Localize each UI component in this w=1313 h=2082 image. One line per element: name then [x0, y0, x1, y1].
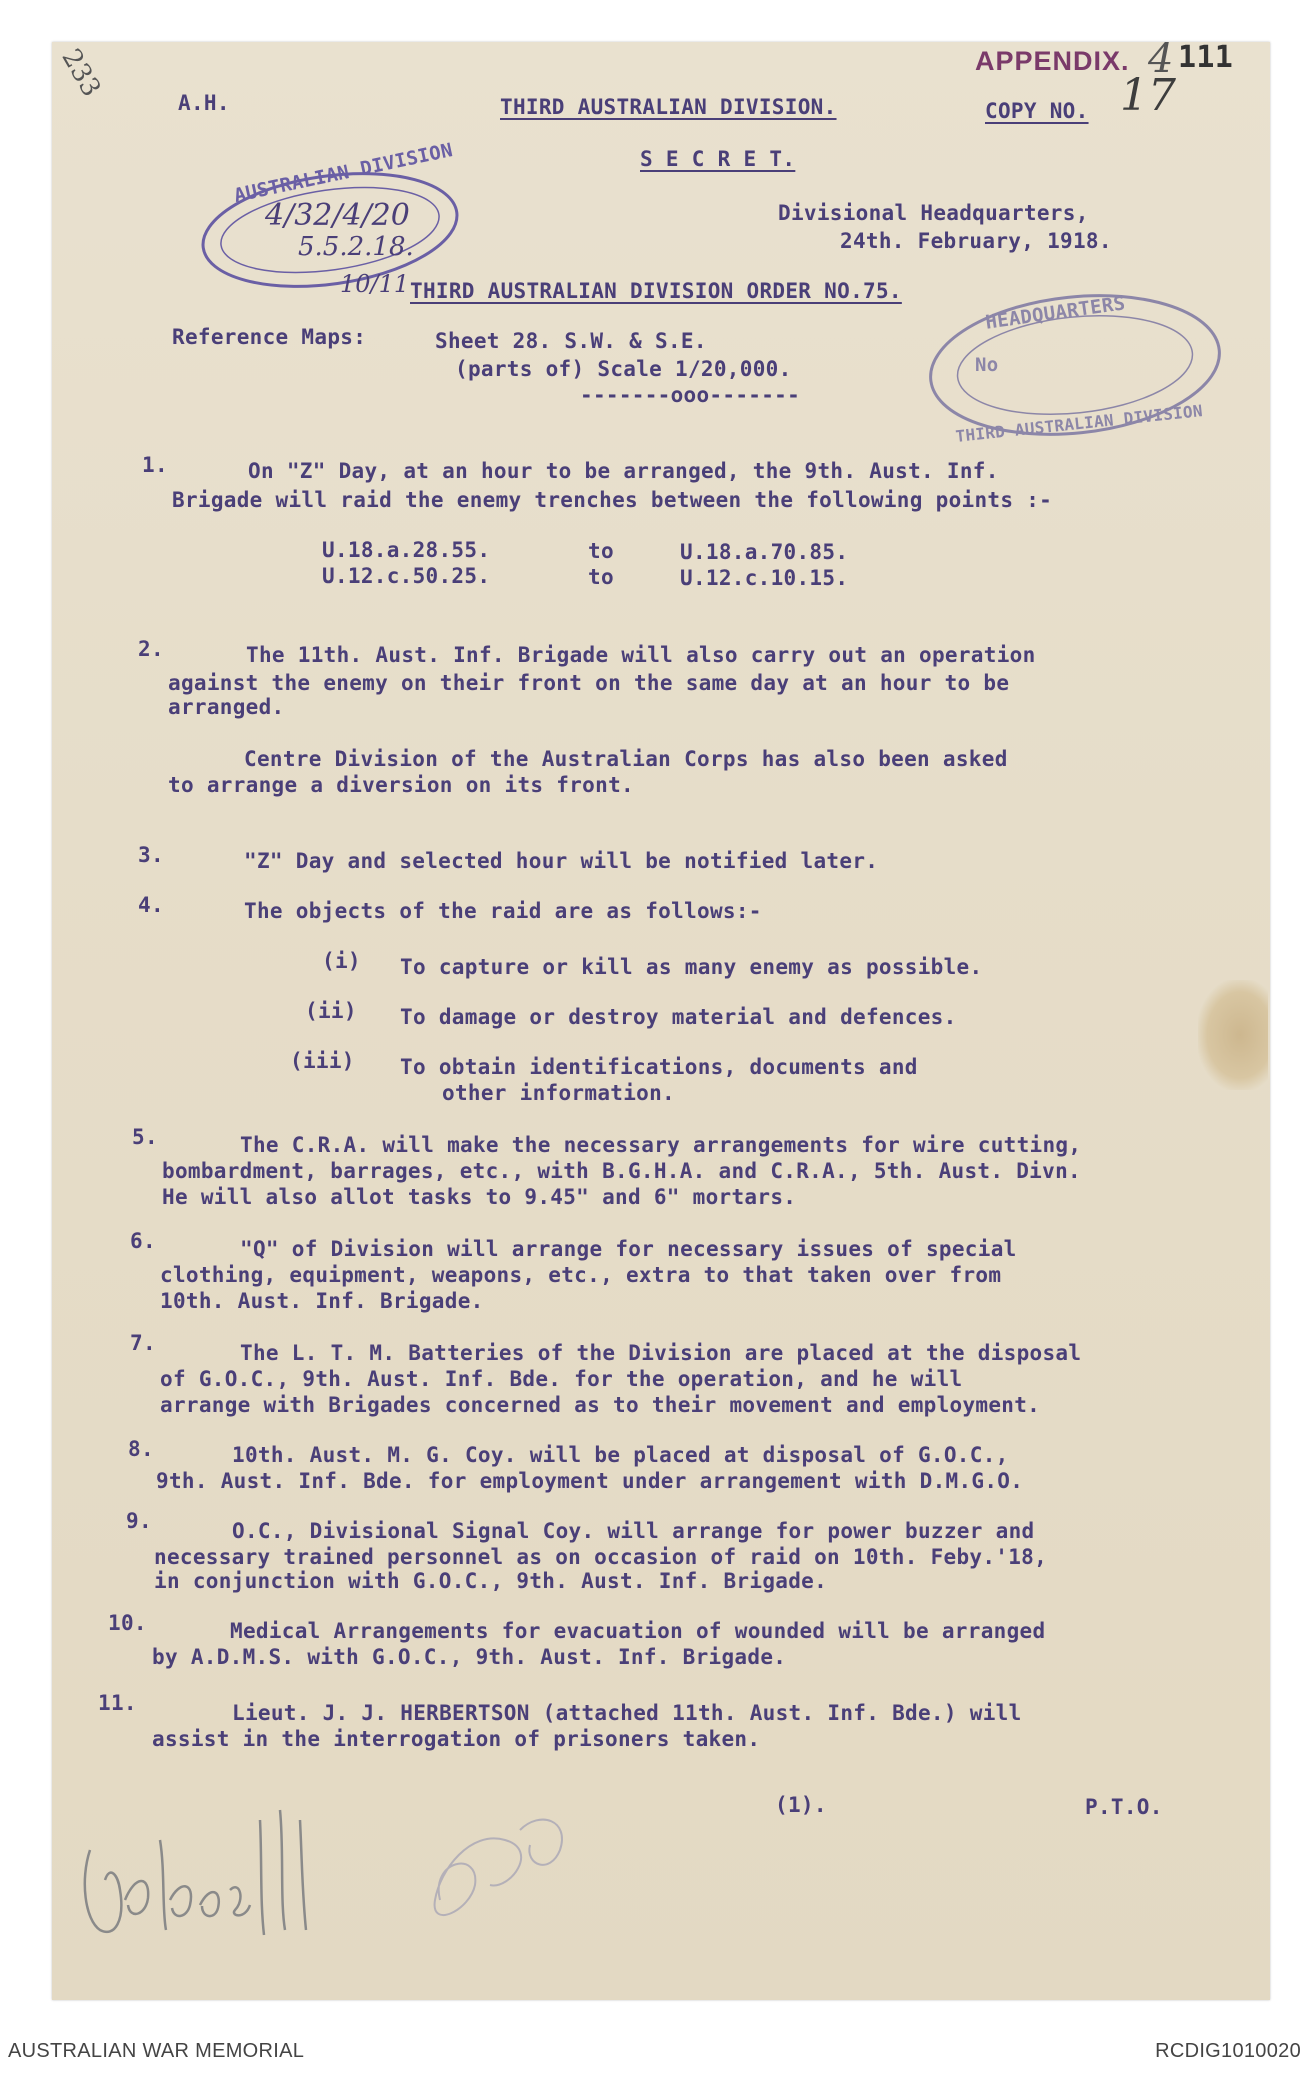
para-6-line1: "Q" of Division will arrange for necessary issues of special — [240, 1237, 1017, 1261]
para-5-line3: He will also allot tasks to 9.45" and 6" mortars. — [162, 1185, 797, 1209]
para-4-item-3-text: To obtain identifications, documents and — [400, 1055, 918, 1079]
para-4-item-3-number: (iii) — [290, 1049, 355, 1073]
header-division: THIRD AUSTRALIAN DIVISION. — [500, 95, 837, 119]
para-2-number: 2. — [138, 637, 164, 661]
para-8-number: 8. — [128, 1437, 154, 1461]
para-5-number: 5. — [132, 1125, 158, 1149]
para-4-item-2-text: To damage or destroy material and defences. — [400, 1005, 957, 1029]
received-stamp-ring-text: AUSTRALIAN DIVISION — [232, 139, 455, 207]
para-4-item-1-text: To capture or kill as many enemy as possible. — [400, 955, 983, 979]
para-1-coord-2-from: U.12.c.50.25. — [322, 564, 491, 588]
headquarters-stamp-top: HEADQUARTERS — [984, 292, 1127, 334]
paper-tear — [1198, 980, 1268, 1090]
para-9-number: 9. — [126, 1509, 152, 1533]
para-11-line2: assist in the interrogation of prisoners taken. — [152, 1727, 761, 1751]
para-8-line2: 9th. Aust. Inf. Bde. for employment under arrangement with D.M.G.O. — [156, 1469, 1024, 1493]
para-4-item-1-number: (i) — [322, 949, 361, 973]
para-3-number: 3. — [138, 843, 164, 867]
received-stamp-written: 4/32/4/20 — [265, 198, 410, 233]
para-2-line5: to arrange a diversion on its front. — [168, 773, 634, 797]
para-2-line4: Centre Division of the Australian Corps has also been asked — [244, 747, 1008, 771]
headquarters-stamp-no: No — [975, 354, 999, 376]
para-9-line1: O.C., Divisional Signal Coy. will arrange for power buzzer and — [232, 1519, 1035, 1543]
para-1-coord-1-from: U.18.a.28.55. — [322, 538, 491, 562]
pto: P.T.O. — [1085, 1795, 1163, 1819]
copy-number: 17 — [1120, 70, 1176, 121]
order-date: 24th. February, 1918. — [840, 229, 1112, 253]
copy-label: COPY NO. — [985, 99, 1089, 123]
para-4-item-3-text2: other information. — [442, 1081, 675, 1105]
header-ref: A.H. — [178, 91, 230, 115]
page-marker: (1). — [775, 1793, 827, 1817]
headquarters-stamp-bottom: THIRD AUSTRALIAN DIVISION — [954, 401, 1204, 446]
para-1-coord-1-to-label: to — [588, 539, 614, 563]
pencil-mark — [410, 1790, 590, 1940]
appendix-stamp: APPENDIX. — [975, 46, 1130, 76]
para-6-line2: clothing, equipment, weapons, etc., extra to that taken over from — [160, 1263, 1002, 1287]
para-1-coord-2-to-label: to — [588, 565, 614, 589]
pencil-signature — [70, 1780, 370, 1950]
para-10-line1: Medical Arrangements for evacuation of wounded will be arranged — [230, 1619, 1046, 1643]
footer-left: AUSTRALIAN WAR MEMORIAL — [8, 2040, 305, 2062]
para-4-number: 4. — [138, 893, 164, 917]
reference-maps-line2: (parts of) Scale 1/20,000. — [455, 357, 792, 381]
separator: -------ooo------- — [580, 383, 801, 407]
para-7-line3: arrange with Brigades concerned as to their movement and employment. — [160, 1393, 1041, 1417]
reference-maps-label: Reference Maps: — [172, 325, 367, 349]
para-2-line1: The 11th. Aust. Inf. Brigade will also carry out an operation — [246, 643, 1036, 667]
para-1-number: 1. — [142, 453, 168, 477]
received-stamp-time: 10/11 — [340, 270, 410, 298]
order-title: THIRD AUSTRALIAN DIVISION ORDER NO.75. — [410, 279, 902, 303]
para-1-line1: On "Z" Day, at an hour to be arranged, the 9th. Aust. Inf. — [248, 459, 999, 483]
para-7-number: 7. — [130, 1331, 156, 1355]
location: Divisional Headquarters, — [778, 201, 1089, 225]
para-7-line1: The L. T. M. Batteries of the Division are placed at the disposal — [240, 1341, 1082, 1365]
para-10-number: 10. — [108, 1611, 147, 1635]
para-1-coord-2-to: U.12.c.10.15. — [680, 566, 849, 590]
received-stamp-date: 5.5.2.18. — [298, 232, 414, 262]
para-3-line1: "Z" Day and selected hour will be notified later. — [244, 849, 879, 873]
classification: S E C R E T. — [640, 147, 796, 171]
para-1-line2: Brigade will raid the enemy trenches between the following points :- — [172, 488, 1053, 512]
para-6-line3: 10th. Aust. Inf. Brigade. — [160, 1289, 484, 1313]
para-5-line1: The C.R.A. will make the necessary arrangements for wire cutting, — [240, 1133, 1082, 1157]
para-2-line3: arranged. — [168, 695, 285, 719]
para-4-line1: The objects of the raid are as follows:- — [244, 899, 762, 923]
para-7-line2: of G.O.C., 9th. Aust. Inf. Bde. for the operation, and he will — [160, 1367, 963, 1391]
margin-number: 233 — [55, 44, 107, 102]
para-5-line2: bombardment, barrages, etc., with B.G.H.A. and C.R.A., 5th. Aust. Divn. — [162, 1159, 1081, 1183]
appendix-number: 4 — [1148, 36, 1174, 82]
para-2-line2: against the enemy on their front on the same day at an hour to be — [168, 671, 1010, 695]
para-9-line3: in conjunction with G.O.C., 9th. Aust. Inf. Brigade. — [154, 1569, 828, 1593]
para-10-line2: by A.D.M.S. with G.O.C., 9th. Aust. Inf. Brigade. — [152, 1645, 787, 1669]
para-6-number: 6. — [130, 1229, 156, 1253]
para-4-item-2-number: (ii) — [305, 999, 357, 1023]
footer-right: RCDIG1010020 — [1155, 2040, 1301, 2062]
para-11-number: 11. — [98, 1691, 137, 1715]
para-11-line1: Lieut. J. J. HERBERTSON (attached 11th. Aust. Inf. Bde.) will — [232, 1701, 1022, 1725]
para-9-line2: necessary trained personnel as on occasion of raid on 10th. Feby.'18, — [154, 1545, 1048, 1569]
page-number-stamp: 111 — [1178, 40, 1234, 75]
para-8-line1: 10th. Aust. M. G. Coy. will be placed at disposal of G.O.C., — [232, 1443, 1009, 1467]
para-1-coord-1-to: U.18.a.70.85. — [680, 540, 849, 564]
reference-maps-line1: Sheet 28. S.W. & S.E. — [435, 329, 707, 353]
